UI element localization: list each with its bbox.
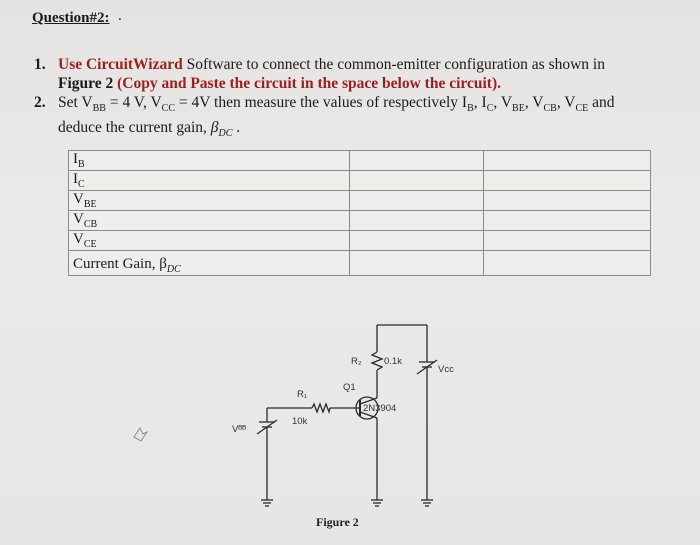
quantity-subscript: C <box>78 179 85 190</box>
quantity-symbol: V <box>73 211 84 227</box>
quantity-symbol: V <box>73 191 84 207</box>
vce-sub: CE <box>575 103 589 115</box>
vcb-sub: CB <box>543 103 557 115</box>
quantity-subscript: CB <box>83 219 98 230</box>
q1-label: Q1 <box>343 382 356 393</box>
quantity-symbol: I <box>73 171 78 187</box>
r2-value: 0.1k <box>384 356 402 367</box>
quantity-symbol: Current Gain, β <box>73 256 167 272</box>
q1-software-name: Use CircuitWizard <box>58 56 183 73</box>
r1-resistor <box>312 404 330 412</box>
vcc-label: Vcc <box>438 364 454 375</box>
heading-mark: . <box>118 8 122 24</box>
q1-instruction: (Copy and Paste the circuit in the space below the circuit). <box>117 75 501 92</box>
quantity-subscript: DC <box>166 264 181 275</box>
q1-part: 2N3904 <box>363 403 397 414</box>
q2-text-vcb: , V <box>524 94 544 111</box>
pointer-icon <box>134 428 147 441</box>
q1-figure-ref: Figure 2 <box>58 75 114 92</box>
quantity-symbol: V <box>73 231 84 247</box>
r1-label: R₁ <box>297 389 308 400</box>
beta-symbol: β <box>210 119 219 137</box>
q2-text-vcc: = 4V then measure the values of respectively I <box>175 94 468 111</box>
beta-sub: DC <box>218 128 233 140</box>
r1-value: 10k <box>292 416 308 427</box>
q2-text-vbe: , V <box>493 94 513 111</box>
quantity-subscript: CE <box>83 239 97 250</box>
vbb-label: Vᴮᴮ <box>232 424 247 435</box>
q2-text-and: and <box>588 94 615 111</box>
q2-text-vce: , V <box>556 94 576 111</box>
q2-end: . <box>232 119 241 137</box>
q1-number: 1. <box>34 56 46 73</box>
ib-sub: B <box>467 103 474 115</box>
ic-sub: C <box>486 103 494 115</box>
question-heading: Question#2: <box>32 10 110 26</box>
q2-line2: deduce the current gain, <box>58 119 207 137</box>
quantity-symbol: I <box>73 151 78 167</box>
quantity-subscript: B <box>78 159 85 170</box>
q2-text-set: Set V <box>58 94 93 111</box>
vcc-sub: CC <box>161 103 175 115</box>
r2-resistor <box>372 352 382 370</box>
vbb-sub: BB <box>92 103 106 115</box>
q2-text-vbb: = 4 V, V <box>105 94 162 111</box>
r2-label: R₂ <box>351 356 362 367</box>
q2-text-ic: , I <box>473 94 487 111</box>
q1-text: Software to connect the common-emitter configuration as shown in <box>186 56 605 73</box>
quantity-subscript: BE <box>83 199 97 210</box>
figure-caption: Figure 2 <box>316 515 359 529</box>
q2-number: 2. <box>34 94 46 111</box>
vbe-sub: BE <box>512 103 525 115</box>
